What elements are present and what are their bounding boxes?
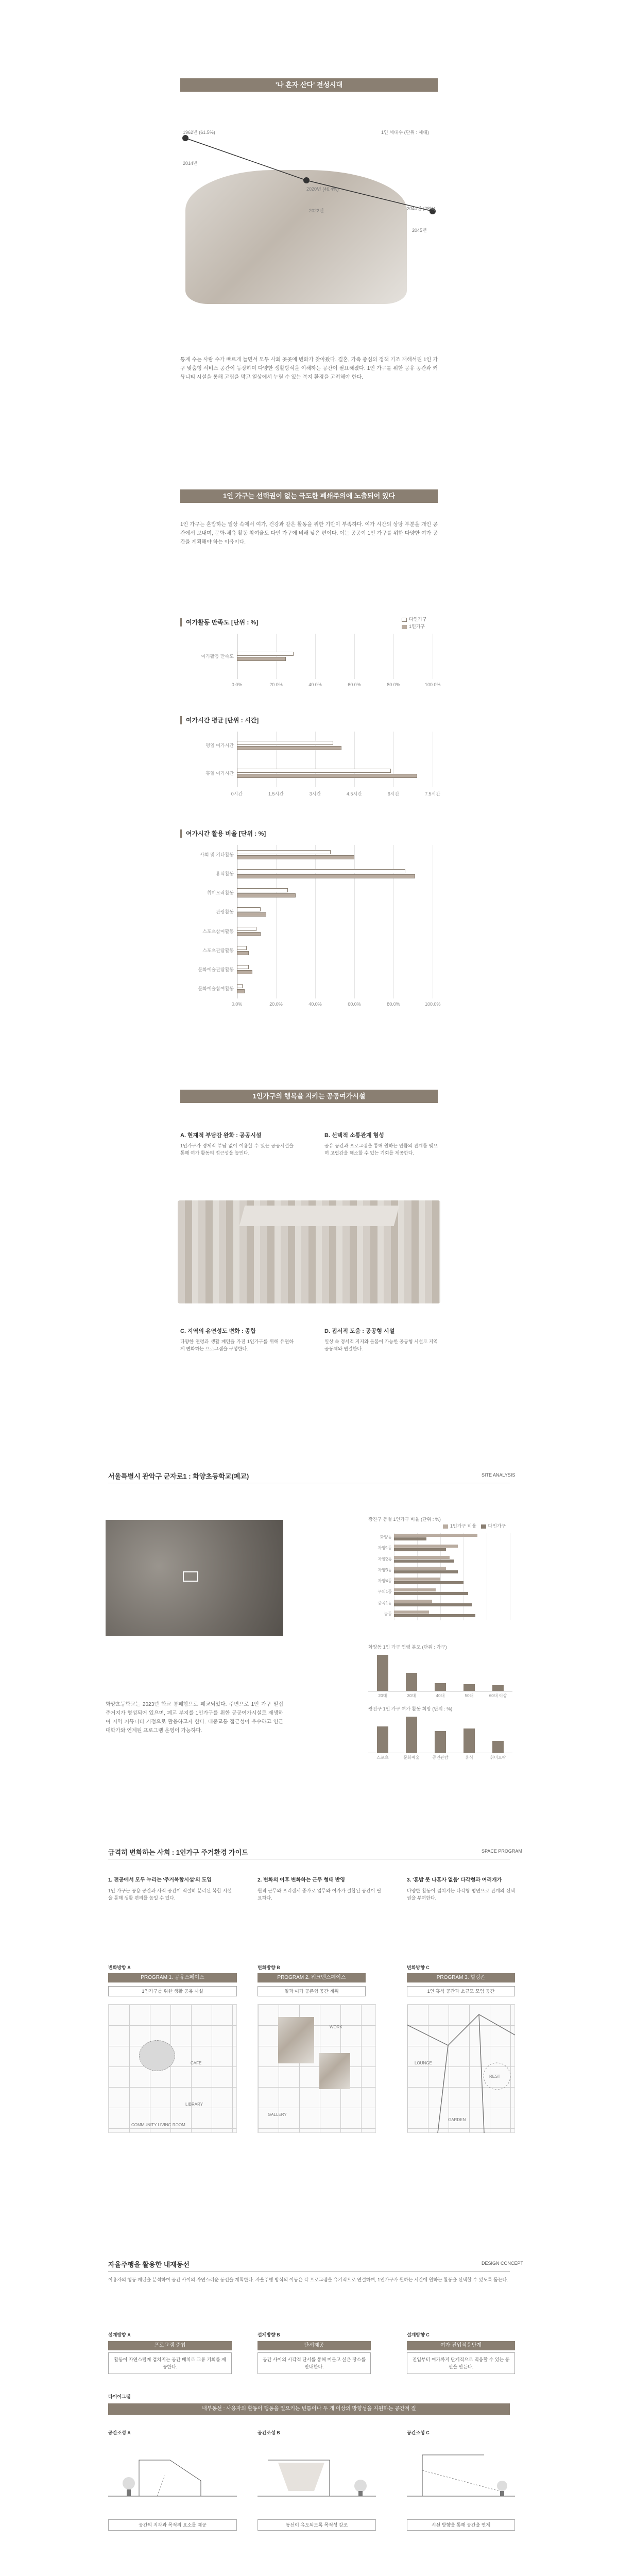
card-d-text: 일상 속 정서적 지지와 돌봄이 가능한 공공형 시설로 지역 공동체와 연결한다. (324, 1339, 438, 1351)
method-b-name: 단서제공 (258, 2341, 371, 2350)
program-c-garden: GARDEN (448, 2117, 466, 2122)
method-b (258, 2331, 371, 2374)
section6-banner: 내부동선 : 사용자의 활동이 행동을 일으키는 빈틈이나 두 개 이상의 방향성을 지원하는 공간적 질 (108, 2403, 510, 2415)
bar-multi-ratio (394, 1592, 468, 1595)
category-label: 공연관람 (432, 1755, 449, 1760)
bar-single (237, 970, 252, 974)
bar-multi (237, 946, 247, 950)
x-tick-label: 1.5시간 (268, 791, 284, 796)
section4-tag: SITE ANALYSIS (482, 1472, 516, 1478)
hero-label-2045: 2045년 (412, 228, 427, 233)
bar-multi (237, 652, 294, 656)
bar-single (237, 989, 245, 993)
guide-col-1-text: 1인 가구는 공용 공간과 사적 공간이 적절히 분리된 복합 시설을 통해 생활 편의를 높일 수 있다. (108, 1888, 232, 1901)
bar (435, 1683, 446, 1691)
bar-multi (237, 869, 405, 873)
category-label: 50대 (465, 1693, 474, 1698)
bar-multi (237, 927, 256, 931)
x-tick-label: 80.0% (387, 682, 400, 687)
bar-multi (237, 984, 243, 988)
program-c-lounge: LOUNGE (415, 2061, 432, 2065)
diagram-a-caption: 공간의 지각과 목적의 요소를 제공 (108, 2519, 237, 2531)
bar-single (237, 912, 266, 917)
guide-col-2 (258, 1875, 381, 1902)
x-tick-label: 0.0% (231, 682, 243, 687)
gridline (315, 845, 316, 998)
method-c-text: 진입부터 여가까지 단계적으로 적응할 수 있는 동선을 만든다. (407, 2352, 515, 2374)
program-a-diagram (108, 2004, 237, 2133)
category-label: 자양4동 (377, 1579, 392, 1583)
bar-single-ratio (394, 1567, 446, 1570)
program-b-gallery: GALLERY (268, 2112, 287, 2117)
program-c-tag: PROGRAM 3. 힐링존 (407, 1973, 515, 1982)
legend-item: 1인가구 (409, 624, 425, 629)
category-label: 휴일 여가시간 (205, 771, 234, 776)
x-tick-label: 60.0% (348, 1002, 361, 1007)
diagram-b-sketch (258, 2439, 376, 2512)
section4-body: 화양초등학교는 2023년 학교 통폐합으로 폐교되었다. 주변으로 1인 가구 밀집 주거지가 형성되어 있으며, 폐교 부지를 1인가구를 위한 공공여가시설로 재생하여 지역 커뮤니티 거점으로 활용하고자 한다. 대중교통 접근성이 우수하고 인근 대학가와 연계된 프로그램 운영이 가능하다. (106, 1702, 283, 1734)
building-roof (239, 1206, 400, 1226)
guide-col-1-head: 1. 전공에서 모두 누리는 '주거복합시설'의 도입 (108, 1877, 212, 1883)
hero-label-2040: 2040년 (28%) (407, 206, 436, 211)
card-a-text: 1인가구가 경제적 부담 없이 이용할 수 있는 공공시설을 통해 여가 활동의 접근성을 높인다. (180, 1143, 294, 1156)
chart3-plot (180, 845, 441, 1010)
bar-multi-ratio (394, 1581, 464, 1584)
program-a-desc: 1인가구를 위한 생활 공유 시설 (108, 1986, 237, 1996)
category-label: 30대 (407, 1693, 416, 1698)
category-label: 스포츠참여활동 (202, 928, 234, 934)
hero-label-2022: 2022년 (309, 208, 324, 213)
section6-title: 자율주행을 활용한 내재동선 (108, 2261, 190, 2268)
gridline (354, 634, 355, 679)
method-c-label: 설계방향 C (407, 2332, 430, 2337)
bar-multi-ratio (394, 1614, 475, 1617)
category-label: 문화예술참여활동 (198, 986, 234, 992)
method-a-label: 설계방향 A (108, 2332, 131, 2337)
diagram-c-sketch (407, 2439, 515, 2512)
section6-tag: DESIGN CONCEPT (482, 2261, 524, 2266)
gridline (315, 634, 316, 679)
method-a-name: 프로그램 중첩 (108, 2341, 232, 2350)
gridline (393, 732, 394, 787)
legend-item: 다인가구 (409, 617, 427, 622)
program-c-desc: 1인 휴식 공간과 소규모 모임 공간 (407, 1986, 515, 1996)
category-label: 평일 여가시간 (205, 743, 234, 748)
tree-sketch (139, 2040, 175, 2071)
chartB-title: 화양동 1인 가구 연령 분포 (단위 : 가구) (368, 1645, 447, 1650)
category-label: 휴식 (465, 1755, 473, 1760)
card-b (324, 1131, 438, 1157)
bar-single (237, 893, 296, 897)
category-label: 취미오락활동 (207, 890, 234, 896)
bar-multi (237, 741, 333, 745)
category-label: 40대 (436, 1693, 445, 1698)
category-label: 중곡1동 (377, 1600, 392, 1605)
category-label: 취미오락 (490, 1755, 506, 1760)
gridline (354, 732, 355, 787)
bar (377, 1655, 388, 1691)
program-c-polygon (407, 2004, 515, 2133)
bar-multi-ratio (394, 1560, 454, 1563)
chart-legend (402, 616, 427, 630)
x-tick-label: 40.0% (308, 1002, 322, 1007)
card-c-title: C. 지역의 유연성도 변화 : 종합 (180, 1328, 256, 1334)
chart2-title: 여가시간 평균 [단위 : 시간] (180, 716, 259, 724)
section3-banner: 1인가구의 행복을 지키는 공공여가시설 (180, 1090, 438, 1103)
site-marker (183, 1571, 198, 1582)
category-label: 휴식활동 (216, 871, 234, 876)
x-tick-label: 6시간 (387, 791, 400, 796)
category-label: 자양3동 (377, 1567, 392, 1572)
hero-label-1962: 1962년 (61.5%) (183, 130, 215, 135)
program-a-tag: PROGRAM 1. 공유스페이스 (108, 1973, 237, 1982)
method-a-text: 활동이 자연스럽게 겹쳐지는 공간 배치로 교류 기회를 제공한다. (108, 2352, 232, 2374)
chartB-plot (368, 1651, 512, 1700)
bar-single (237, 951, 249, 955)
card-b-text: 공유 공간과 프로그램을 통해 원하는 만큼의 관계를 맺으며 고립감을 해소할 수 있는 기회를 제공한다. (324, 1143, 438, 1156)
chartC-plot (368, 1713, 512, 1762)
diagram-c-label: 공간조성 C (407, 2430, 430, 2435)
x-tick-label: 100.0% (425, 1002, 441, 1007)
x-tick-label: 20.0% (269, 1002, 283, 1007)
diagram-b-caption: 동선이 유도되도록 목적성 강조 (258, 2519, 376, 2531)
bar-single (237, 746, 341, 750)
legend-item: 1인가구 비율 (450, 1523, 476, 1529)
diagram-b-label: 공간조성 B (258, 2430, 280, 2435)
category-label: 사회 및 기타활동 (200, 852, 234, 857)
bar-single-ratio (394, 1588, 436, 1591)
bar-single-ratio (394, 1534, 477, 1537)
bar (464, 1684, 475, 1691)
bar-multi-ratio (394, 1603, 472, 1606)
guide-col-2-head: 2. 변화의 이후 변화하는 근무 형태 반영 (258, 1877, 345, 1883)
bar-single-ratio (394, 1578, 440, 1581)
guide-col-3-head: 3. '혼밥 못 나혼자 없음' 다각형과 여러개가 (407, 1877, 502, 1883)
program-a-cafe: CAFE (191, 2061, 202, 2065)
program-c-rest: REST (489, 2074, 501, 2079)
bar (406, 1673, 417, 1691)
section2-body: 1인 가구는 혼밥하는 일상 속에서 여가, 건강과 같은 활동을 위한 기반이 부족하다. 여가 시간의 상당 부분을 개인 공간에서 보내며, 문화·체육 활동 참여율도 다인 가구에 비해 낮은 편이다. 이는 공공이 1인 가구를 위한 다양한 여가 공간을 계획해야 하는 이유이다. (180, 522, 438, 545)
guide-col-1 (108, 1875, 232, 1902)
chartA-title: 광진구 동별 1인가구 비율 (단위 : %) (368, 1517, 441, 1522)
chartA-legend (443, 1522, 506, 1529)
bar-single-ratio (394, 1545, 458, 1548)
bar-single-ratio (394, 1600, 432, 1603)
hero-label-unit: 1인 세대수 (단위 : 세대) (381, 130, 430, 135)
category-label: 스포츠관람활동 (202, 947, 234, 953)
category-label: 문화예술 (403, 1755, 420, 1760)
bar (492, 1741, 504, 1753)
chart2-plot (180, 732, 438, 799)
x-tick-label: 0.0% (231, 1002, 243, 1007)
diagram-a-label: 공간조성 A (108, 2430, 131, 2435)
category-label: 화양동 (380, 1535, 392, 1539)
card-a-title: A. 현재적 부담감 완화 : 공공시설 (180, 1132, 262, 1139)
program-a-library: LIBRARY (185, 2102, 203, 2107)
bar-single (237, 657, 286, 661)
card-a (180, 1131, 294, 1157)
card-c-text: 다양한 연령과 생활 패턴을 가진 1인가구를 위해 유연하게 변화하는 프로그램을 구성한다. (180, 1339, 294, 1351)
bar (435, 1731, 446, 1753)
bar-single (237, 932, 261, 936)
program-a-living: COMMUNITY LIVING ROOM (131, 2123, 185, 2127)
section4-title: 서울특별시 관악구 군자로1 : 화양초등학교(폐교) (108, 1472, 249, 1480)
chartC-title: 광진구 1인 가구 여가 활동 희망 (단위 : %) (368, 1706, 453, 1711)
category-label: 구의1동 (377, 1589, 392, 1595)
x-tick-label: 80.0% (387, 1002, 400, 1007)
x-tick-label: 40.0% (308, 682, 322, 687)
gridline (393, 845, 394, 998)
bar-multi (237, 965, 249, 969)
bar-multi-ratio (394, 1548, 446, 1551)
hero-label-2014: 2014년 (183, 161, 198, 166)
section6-body: 이용자의 행동 패턴을 분석하여 공간 사이의 자연스러운 동선을 계획한다. 자율주행 방식의 이동은 각 프로그램을 유기적으로 연결하며, 1인가구가 원하는 시간에 원하는 활동을 선택할 수 있도록 돕는다. (108, 2277, 508, 2282)
bar-single-ratio (394, 1556, 450, 1559)
guide-col-3 (407, 1875, 515, 1902)
x-tick-label: 100.0% (425, 682, 441, 687)
gridline (276, 634, 277, 679)
bar-multi-ratio (394, 1537, 426, 1540)
method-c-name: 여가 진입적응단계 (407, 2341, 515, 2350)
bar-multi (237, 907, 261, 911)
gridline (276, 845, 277, 998)
gridline (393, 634, 394, 679)
chartA-plot (368, 1533, 512, 1620)
gridline (315, 732, 316, 787)
program-b-photo-2 (319, 2053, 350, 2089)
guide-col-3-text: 다양한 활동이 겹쳐지는 다각형 평면으로 관계의 선택권을 부여한다. (407, 1888, 515, 1901)
diagram-c-caption: 시선 방향을 통해 공간을 연계 (407, 2519, 515, 2531)
program-b-tag: PROGRAM 2. 워크앤스페이스 (258, 1973, 366, 1982)
card-c (180, 1327, 294, 1352)
diagram-a-sketch (108, 2439, 237, 2512)
section5-tag: SPACE PROGRAM (482, 1849, 522, 1854)
category-label: 20대 (378, 1693, 387, 1698)
section1-banner: '나 혼자 산다' 전성시대 (180, 78, 438, 92)
category-label: 관광활동 (216, 909, 234, 915)
method-b-label: 설계방향 B (258, 2332, 280, 2337)
bar-single (237, 855, 354, 859)
category-label: 60대 이상 (489, 1693, 507, 1698)
program-c-label: 변화방향 C (407, 1965, 430, 1970)
guide-col-2-text: 원격 근무와 프리랜서 증가로 업무와 여가가 결합된 공간이 필요하다. (258, 1888, 381, 1901)
method-b-text: 공간 사이의 시각적 단서를 통해 머물고 싶은 장소를 안내한다. (258, 2352, 371, 2374)
bar (464, 1728, 475, 1753)
program-b-label: 변화방향 B (258, 1965, 280, 1970)
method-a (108, 2331, 232, 2374)
diagram-subtitle: 다이어그램 (108, 2394, 131, 2399)
card-d-title: D. 접서적 도움 : 공공형 시설 (324, 1328, 395, 1334)
section5-title: 급격히 변화하는 사회 : 1인가구 주거환경 가이드 (108, 1849, 248, 1856)
program-a-label: 변화방향 A (108, 1965, 131, 1970)
gridline (354, 845, 355, 998)
category-label: 자양1동 (377, 1546, 392, 1551)
chart3-title: 여가시간 활용 비율 [단위 : %] (180, 829, 266, 838)
category-label: 스포츠 (376, 1755, 389, 1760)
category-label: 능동 (384, 1611, 392, 1616)
category-label: 문화예술관람활동 (198, 967, 234, 973)
x-tick-label: 7.5시간 (425, 791, 440, 796)
bar-single-ratio (394, 1611, 429, 1614)
x-tick-label: 4.5시간 (347, 791, 362, 796)
chart1-plot (180, 634, 441, 690)
card-d (324, 1327, 438, 1352)
bar-multi (237, 769, 391, 773)
hero-trend-line (175, 129, 443, 232)
bar-single (237, 874, 415, 878)
bar (406, 1717, 417, 1753)
method-c (407, 2331, 515, 2374)
hero-label-2020: 2020년 (46.4%) (306, 187, 339, 192)
x-tick-label: 20.0% (269, 682, 283, 687)
category-label: 여가활동 만족도 (201, 654, 234, 659)
bar-multi (237, 888, 288, 892)
bar (492, 1685, 504, 1691)
x-tick-label: 60.0% (348, 682, 361, 687)
legend-item: 다인가구 (488, 1523, 506, 1529)
card-b-title: B. 선택적 소통관계 형성 (324, 1132, 384, 1139)
category-label: 자양2동 (377, 1556, 392, 1562)
section6-rule (108, 2271, 510, 2272)
bar (377, 1726, 388, 1753)
chart1-title: 여가활동 만족도 [단위 : %] (180, 618, 258, 626)
program-b-photo-1 (278, 2017, 314, 2063)
section1-body: 통계 수는 사람 수가 빠르게 늘면서 모두 사회 곳곳에 변화가 찾아왔다. 결혼, 가족 중심의 정책 기조 재해석된 1인 가구 맞춤형 서비스 공간이 등장하며 다양한 생활방식을 이해하는 공간이 필요해졌다. 1인 가구를 위한 공유 공간과 커뮤니티 시설을 통해 고립을 막고 일상에서 누릴 수 있는 복지 환경을 고려해야 한다. (180, 357, 438, 380)
x-tick-label: 0시간 (231, 791, 243, 796)
program-b-work: WORK (330, 2025, 342, 2029)
gridline (276, 732, 277, 787)
bar-multi (237, 850, 331, 854)
bar-single (237, 774, 417, 778)
bar-multi-ratio (394, 1570, 458, 1573)
x-tick-label: 3시간 (309, 791, 321, 796)
program-b-desc: 일과 여가 공존형 공간 계획 (258, 1986, 366, 1996)
section2-banner: 1인 가구는 선택권이 없는 극도한 폐쇄주의에 노출되어 있다 (180, 489, 438, 503)
